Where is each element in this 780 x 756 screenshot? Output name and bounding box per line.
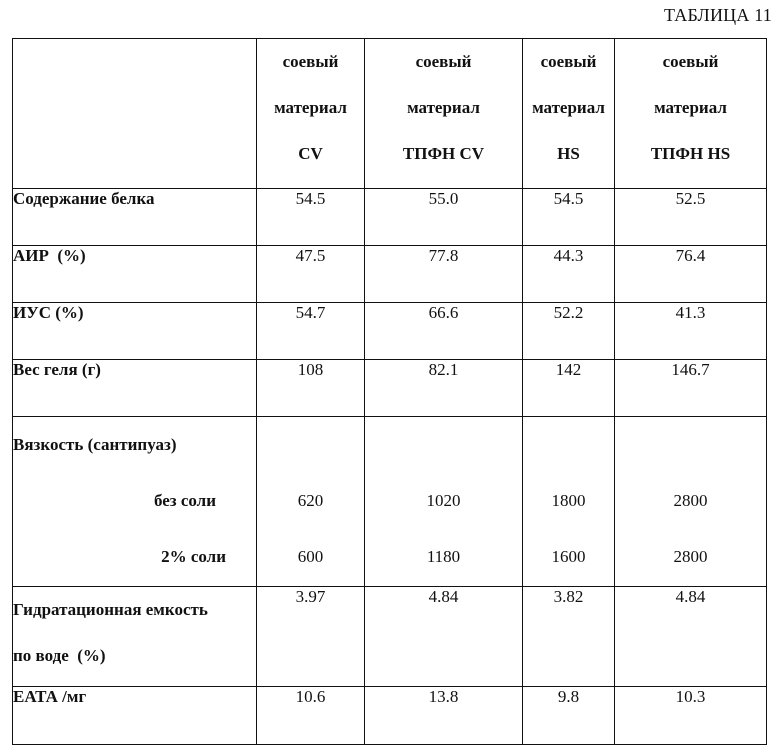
header-hs-line2: материал: [532, 98, 605, 117]
row-gel-weight-tpfn-cv: 82.1: [365, 360, 523, 417]
row-hydration-label-line1: Гидратационная емкость: [13, 600, 208, 619]
row-eata-label: ЕАТА /мг: [13, 687, 257, 745]
header-hs-line1: соевый: [540, 52, 597, 71]
row-hydration-hs: 3.82: [523, 587, 615, 687]
row-hydration-label-line2: по воде (%): [13, 646, 106, 665]
header-tpfn-hs-line1: соевый: [662, 52, 719, 71]
row-hydration-label-cell: [13, 587, 257, 687]
header-cv-line3: CV: [298, 144, 323, 163]
row-viscosity: [13, 417, 767, 587]
row-ius-label: ИУС (%): [13, 303, 257, 360]
header-tpfn-cv-line3: ТПФН CV: [402, 144, 485, 163]
row-ius-tpfn-cv: 66.6: [365, 303, 523, 360]
row-eata-tpfn-cv: 13.8: [365, 687, 523, 745]
viscosity-no-salt-tpfn-cv: 1020: [426, 491, 461, 510]
header-tpfn-hs-line2: материал: [654, 98, 727, 117]
row-viscosity-label-cell: [13, 417, 257, 587]
row-protein-label: Содержание белка: [13, 189, 257, 246]
row-viscosity-cv: [257, 417, 365, 587]
row-air-tpfn-hs: 76.4: [615, 246, 767, 303]
row-gel-weight-label: Вес геля (г): [13, 360, 257, 417]
viscosity-salt-cv: 600: [297, 547, 324, 566]
row-air-cv: 47.5: [257, 246, 365, 303]
viscosity-no-salt-tpfn-hs: 2800: [673, 491, 708, 510]
row-eata-hs: 9.8: [523, 687, 615, 745]
row-protein-tpfn-cv: 55.0: [365, 189, 523, 246]
row-protein: [13, 189, 767, 246]
row-viscosity-salt-label: 2% соли: [161, 547, 226, 566]
row-hydration-cv: 3.97: [257, 587, 365, 687]
row-viscosity-tpfn-cv: [365, 417, 523, 587]
row-ius-hs: 52.2: [523, 303, 615, 360]
row-hydration-tpfn-cv: 4.84: [365, 587, 523, 687]
row-protein-cv: 54.5: [257, 189, 365, 246]
row-air-label: АИР (%): [13, 246, 257, 303]
row-eata: [13, 687, 767, 745]
header-tpfn-cv: [365, 39, 523, 189]
header-tpfn-cv-line2: материал: [407, 98, 480, 117]
row-hydration: [13, 587, 767, 687]
data-table: [12, 38, 767, 745]
row-ius-tpfn-hs: 41.3: [615, 303, 767, 360]
row-ius-cv: 54.7: [257, 303, 365, 360]
header-tpfn-cv-line1: соевый: [415, 52, 472, 71]
row-hydration-tpfn-hs: 4.84: [615, 587, 767, 687]
row-ius: [13, 303, 767, 360]
header-hs-line3: HS: [557, 144, 580, 163]
viscosity-salt-tpfn-hs: 2800: [673, 547, 708, 566]
row-protein-tpfn-hs: 52.5: [615, 189, 767, 246]
row-viscosity-hs: [523, 417, 615, 587]
header-empty-cell: [13, 39, 257, 189]
row-protein-hs: 54.5: [523, 189, 615, 246]
header-tpfn-hs: [615, 39, 767, 189]
row-air: [13, 246, 767, 303]
row-viscosity-no-salt-label: без соли: [153, 491, 216, 510]
row-gel-weight-cv: 108: [257, 360, 365, 417]
header-cv-line2: материал: [274, 98, 347, 117]
row-air-hs: 44.3: [523, 246, 615, 303]
row-air-tpfn-cv: 77.8: [365, 246, 523, 303]
row-gel-weight: [13, 360, 767, 417]
header-hs: [523, 39, 615, 189]
row-eata-cv: 10.6: [257, 687, 365, 745]
table-caption: ТАБЛИЦА 11: [663, 5, 772, 25]
row-gel-weight-hs: 142: [523, 360, 615, 417]
header-tpfn-hs-line3: ТПФН HS: [650, 144, 731, 163]
viscosity-salt-tpfn-cv: 1180: [426, 547, 461, 566]
viscosity-salt-hs: 1600: [551, 547, 586, 566]
row-eata-tpfn-hs: 10.3: [615, 687, 767, 745]
header-cv: [257, 39, 365, 189]
viscosity-no-salt-hs: 1800: [551, 491, 586, 510]
row-gel-weight-tpfn-hs: 146.7: [615, 360, 767, 417]
header-row: [13, 39, 767, 189]
row-viscosity-label: Вязкость (сантипуаз): [13, 435, 177, 454]
row-viscosity-tpfn-hs: [615, 417, 767, 587]
viscosity-no-salt-cv: 620: [297, 491, 324, 510]
header-cv-line1: соевый: [282, 52, 339, 71]
